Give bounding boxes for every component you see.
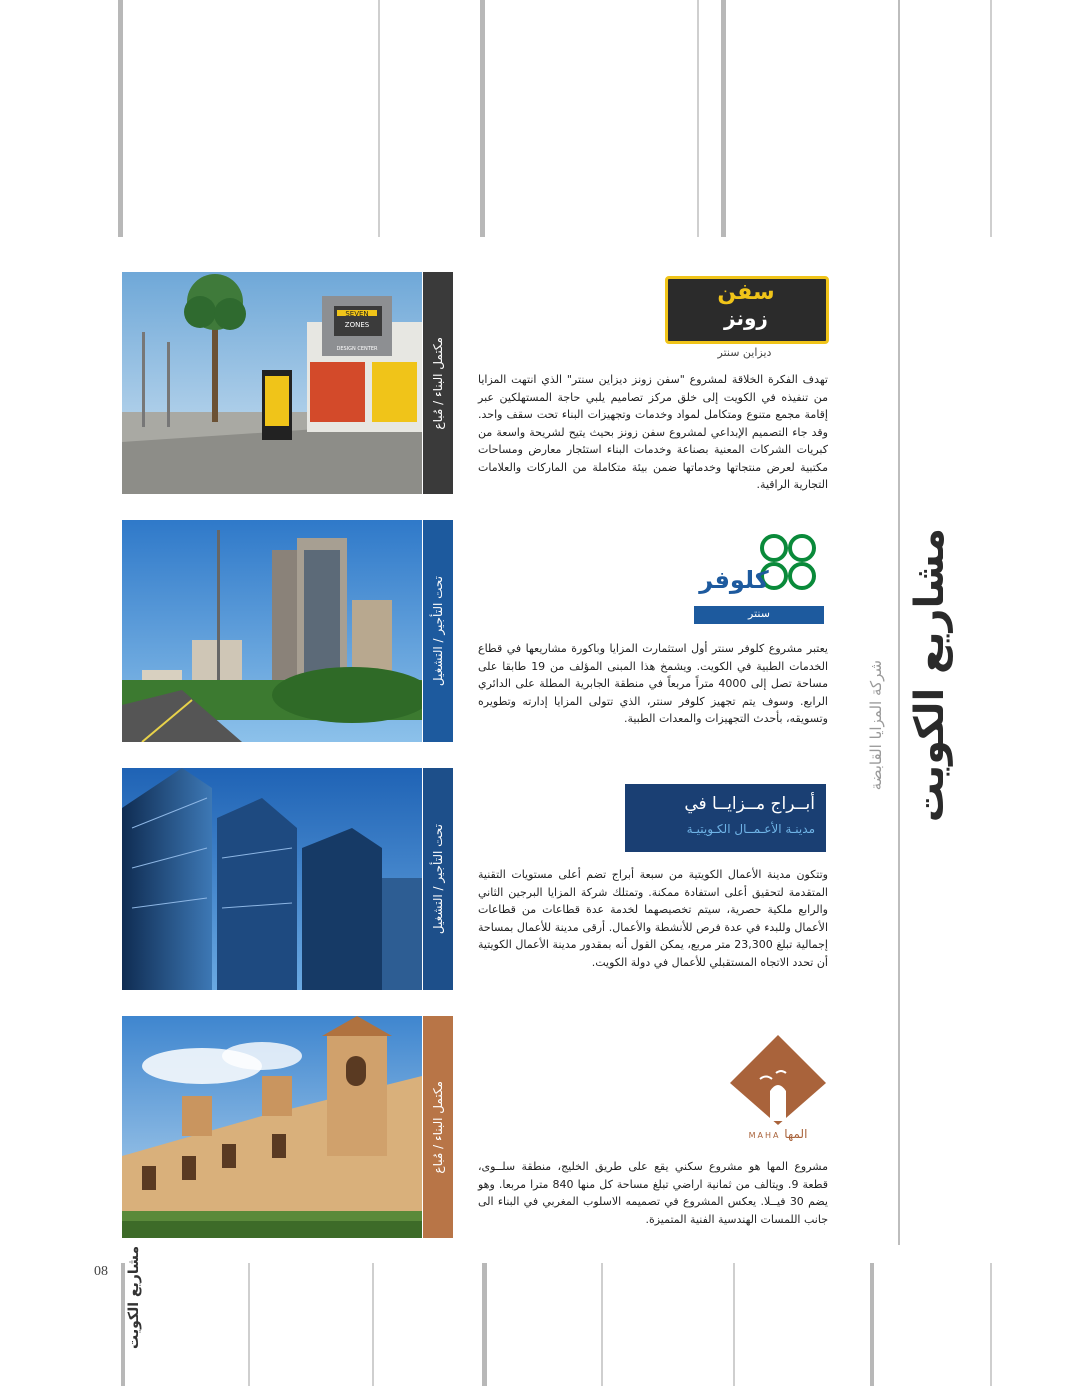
column-divider (721, 0, 726, 237)
column-divider (898, 0, 900, 1245)
column-divider (378, 0, 380, 237)
project-photo-clover-center (122, 520, 453, 742)
al-maha-logo (730, 1035, 826, 1145)
section-title: مشاريع الكويت (907, 527, 953, 823)
column-divider (697, 0, 699, 237)
column-divider (990, 1263, 992, 1386)
logo-text-clover: كلوفر (699, 566, 769, 594)
mazaya-towers-logo (625, 784, 826, 852)
sign-design-center: DESIGN CENTER (336, 346, 378, 352)
status-tag: تحت التأجير / التشغيل (423, 520, 453, 742)
project-photo-mazaya-towers (122, 768, 453, 990)
al-maha-icon (730, 1035, 826, 1125)
column-divider (118, 0, 123, 237)
project-description: تهدف الفكرة الخلاقة لمشروع "سفن زونز ديزاين سنتر" الذي انتهت المزايا من تنفيذه في الكويت إلى خلق مركز تصاميم يلبي حاجة المستهلكين عبر إقامة مجمع متنوع ومتكامل لمواد وخدمات وتجهيزات البناء تحت سقف واحد. وقد جاء التصميم الإبداعي لمشروع سفن زونز بحيث يتيح لشريحة واسعة من كبريات الشركات المعنية بصناعة وخدمات البناء استئجار معارض ومساحات مكتبية لعرض منتجاتها وخدماتها ضمن بيئة متكاملة من الماركات والعلامات التجارية الراقية. (478, 373, 828, 491)
status-tag: مكتمل البناء / مُباع (423, 1016, 453, 1238)
logo-text-towers: أبــراج مــزايــا في (684, 794, 815, 814)
mazaya-towers-image (122, 768, 422, 990)
status-tag: تحت التأجير / التشغيل (423, 768, 453, 990)
logo-subtext: مدينـة الأعـمــال الكـويتيـة (686, 822, 815, 836)
column-divider (372, 1263, 374, 1386)
clover-center-logo (690, 532, 830, 628)
column-divider (601, 1263, 603, 1386)
section-subtitle: شركة المزايا القابضة (867, 659, 885, 791)
column-divider (482, 1263, 487, 1386)
status-tag: مكتمل البناء / مُباع (423, 272, 453, 494)
logo-text-zones: زونز (724, 306, 768, 330)
project-description: يعتبر مشروع كلوفر سنتر أول استثمارت المزايا وباكورة مشاريعها في قطاع الخدمات الطبية في الكويت. ويشمخ هذا المبنى المؤلف من 19 طابقا على مساحة تصل إلى 4000 متراً مربعاً في منطقة الجابرية المطلة على الدائري الرابع. وسوف يتم تجهيز كلوفر سنتر، الذي تتولى المزايا إدارته وتطويره وتسويقه، بأحدث التجهيزات والمعدات الطبية. (478, 642, 829, 725)
column-divider (480, 0, 485, 237)
column-divider (990, 0, 992, 237)
logo-subtext: سنتر (748, 607, 770, 620)
logo-text-seven: سفن (717, 280, 775, 305)
project-description: وتتكون مدينة الأعمال الكويتية من سبعة أبراج تضم أعلى مستويات التقنية المتقدمة لتحقيق أعلى استفادة ممكنة. وتمتلك شركة المزايا البرجين الثاني والرابع ملكية حصرية، سيتم تخصيصهما لخدمة عدة قطاعات من قطاعات الأعمال وللبدء في عدة فرص للأنشطة والأعمال. أرقى مدينة للأعمال بمساحة إجمالية تبلغ 23,300 متر مربع، يمكن القول أنه بمقدور مدينة الأعمال الكويتية أن تحدد الاتجاه المستقبلي للأعمال في دولة الكويت. (478, 868, 828, 969)
sign-seven: SEVEN (345, 310, 369, 318)
project-photo-al-maha (122, 1016, 453, 1238)
column-divider (248, 1263, 250, 1386)
seven-zones-logo (662, 274, 827, 364)
sign-zones: ZONES (344, 321, 370, 329)
logo-text-maha: المها MAHA (748, 1127, 808, 1141)
column-divider (870, 1263, 874, 1386)
al-maha-villas-image (122, 1016, 422, 1238)
seven-zones-building-image (122, 272, 422, 494)
footer-title: مشاريع الكويت (126, 1245, 142, 1349)
logo-subtext: ديزاين سنتر (717, 346, 772, 359)
clover-center-tower-image (122, 520, 422, 742)
project-photo-seven-zones (122, 272, 453, 494)
page-number: 08 (94, 1264, 108, 1279)
column-divider (733, 1263, 735, 1386)
project-description: مشروع المها هو مشروع سكني يقع على طريق الخليج، منطقة سلــوى، قطعة 9. ويتالف من ثمانية اراضي تبلغ مساحة كل منها 840 مترا مربعا. وهو يضم 30 فيــلا. يعكس المشروع في تصميمه الاسلوب المغربي في البناء الى جانب اللمسات الهندسية الفنية المتميزة. (478, 1160, 828, 1226)
